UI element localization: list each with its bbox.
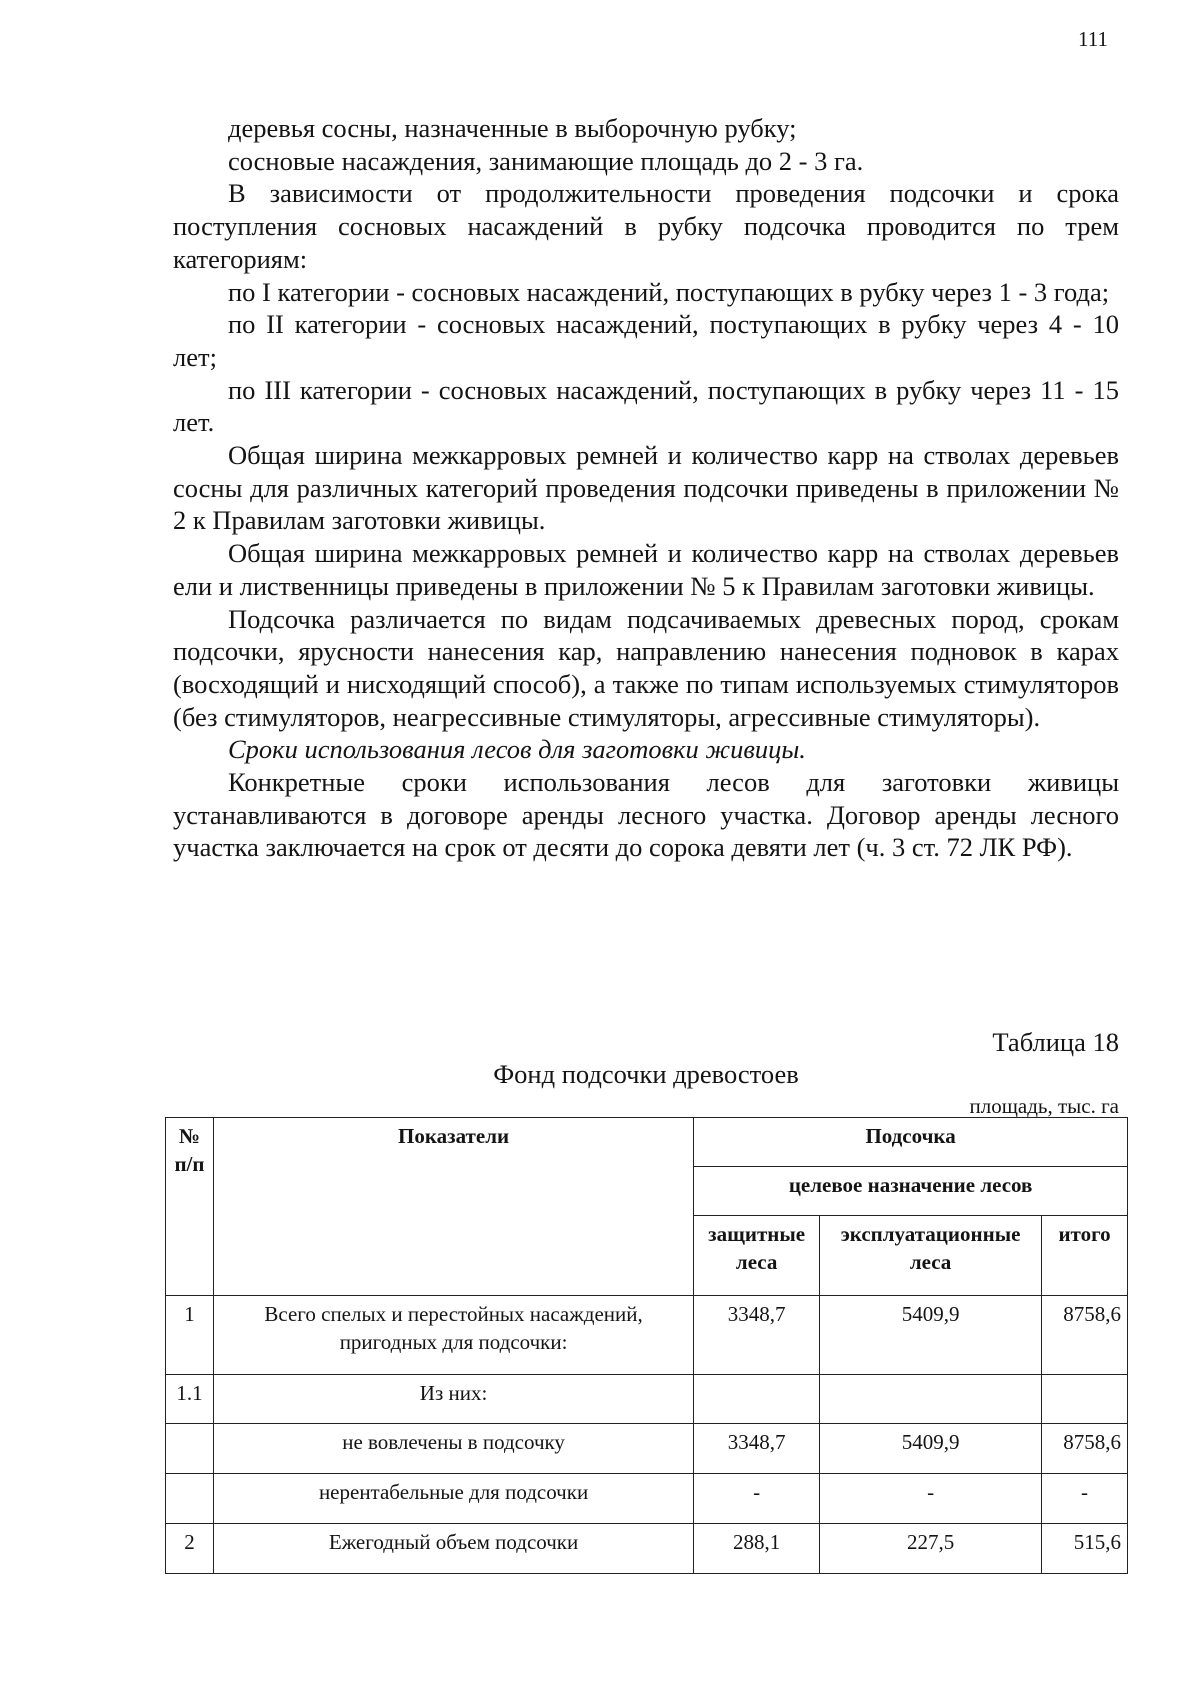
row-total: [1042, 1375, 1128, 1424]
table-units: площадь, тыс. га: [969, 1094, 1119, 1118]
header-num: № п/п: [166, 1118, 214, 1296]
row-num: 1: [166, 1296, 214, 1375]
header-protective: защитные леса: [694, 1216, 820, 1296]
row-label: Ежегодный объем подсочки: [213, 1524, 693, 1574]
paragraph: Общая ширина межкарровых ремней и количество карр на стволах деревьев ели и лиственницы приведены в приложении № 5 к Правилам заготовки живицы.: [173, 538, 1119, 601]
paragraph: по III категории - сосновых насаждений, поступающих в рубку через 11 - 15 лет.: [173, 374, 1119, 438]
row-protective: 3348,7: [694, 1296, 820, 1375]
row-num: [166, 1474, 214, 1524]
table-row: [166, 1375, 1128, 1424]
row-label: Всего спелых и перестойных насаждений, пригодных для подсочки:: [213, 1296, 693, 1375]
row-label: Из них:: [213, 1375, 693, 1424]
paragraph: Общая ширина межкарровых ремней и количество карр на стволах деревьев сосны для различных категорий проведения подсочки приведены в приложении № 2 к Правилам заготовки живицы.: [173, 440, 1119, 536]
header-indicator: Показатели: [213, 1118, 693, 1296]
row-protective: [694, 1375, 820, 1424]
row-num: [166, 1424, 214, 1474]
table-row: [166, 1424, 1128, 1474]
row-exploitation: [820, 1375, 1042, 1424]
header-total: итого: [1042, 1216, 1128, 1296]
row-label: нерентабельные для подсочки: [213, 1474, 693, 1524]
row-exploitation: 5409,9: [820, 1424, 1042, 1474]
header-subgroup: целевое назначение лесов: [694, 1167, 1128, 1216]
paragraph: деревья сосны, назначенные в выборочную рубку;: [228, 113, 797, 143]
row-total: 8758,6: [1042, 1296, 1128, 1375]
paragraph: по I категории - сосновых насаждений, поступающих в рубку через 1 - 3 года;: [228, 276, 1110, 307]
paragraph: Конкретные сроки использования лесов для заготовки живицы устанавливаются в договоре аренды лесного участка. Договор аренды лесного участка заключается на срок от десяти до сорока девяти лет (ч. 3 ст. 72 ЛК РФ).: [173, 767, 1119, 863]
paragraph: В зависимости от продолжительности проведения подсочки и срока поступления сосновых насаждений в рубку подсочка проводится по трем категориям:: [173, 178, 1119, 274]
section-heading: Сроки использования лесов для заготовки живицы.: [228, 734, 806, 765]
paragraph: Подсочка различается по видам подсачиваемых древесных пород, срокам подсочки, ярусности нанесения кар, направлению нанесения подновок в карах (восходящий и нисходящий способ), а также по типам используемых стимуляторов (без стимуляторов, неагрессивные стимуляторы, агрессивные стимуляторы).: [173, 603, 1119, 732]
table-row: [166, 1296, 1128, 1375]
table-row: [166, 1474, 1128, 1524]
table-caption: Таблица 18: [992, 1027, 1119, 1057]
row-total: 515,6: [1042, 1524, 1128, 1574]
row-exploitation: 5409,9: [820, 1296, 1042, 1375]
row-total: -: [1042, 1474, 1128, 1524]
header-exploitation: эксплуатационные леса: [820, 1216, 1042, 1296]
header-group: Подсочка: [694, 1118, 1128, 1167]
table-title: Фонд подсочки древостоев: [493, 1059, 799, 1089]
row-protective: 3348,7: [694, 1424, 820, 1474]
body-text: [173, 112, 1119, 864]
table-row: [166, 1524, 1128, 1574]
row-protective: 288,1: [694, 1524, 820, 1574]
row-num: 2: [166, 1524, 214, 1574]
row-label: не вовлечены в подсочку: [213, 1424, 693, 1474]
row-protective: -: [694, 1474, 820, 1524]
page-number: 111: [1078, 27, 1108, 51]
paragraph: сосновые насаждения, занимающие площадь до 2 - 3 га.: [228, 145, 864, 176]
row-exploitation: 227,5: [820, 1524, 1042, 1574]
row-exploitation: -: [820, 1474, 1042, 1524]
row-num: 1.1: [166, 1375, 214, 1424]
row-total: 8758,6: [1042, 1424, 1128, 1474]
fund-table: [165, 1117, 1128, 1574]
paragraph: по II категории - сосновых насаждений, поступающих в рубку через 4 - 10 лет;: [173, 309, 1119, 372]
